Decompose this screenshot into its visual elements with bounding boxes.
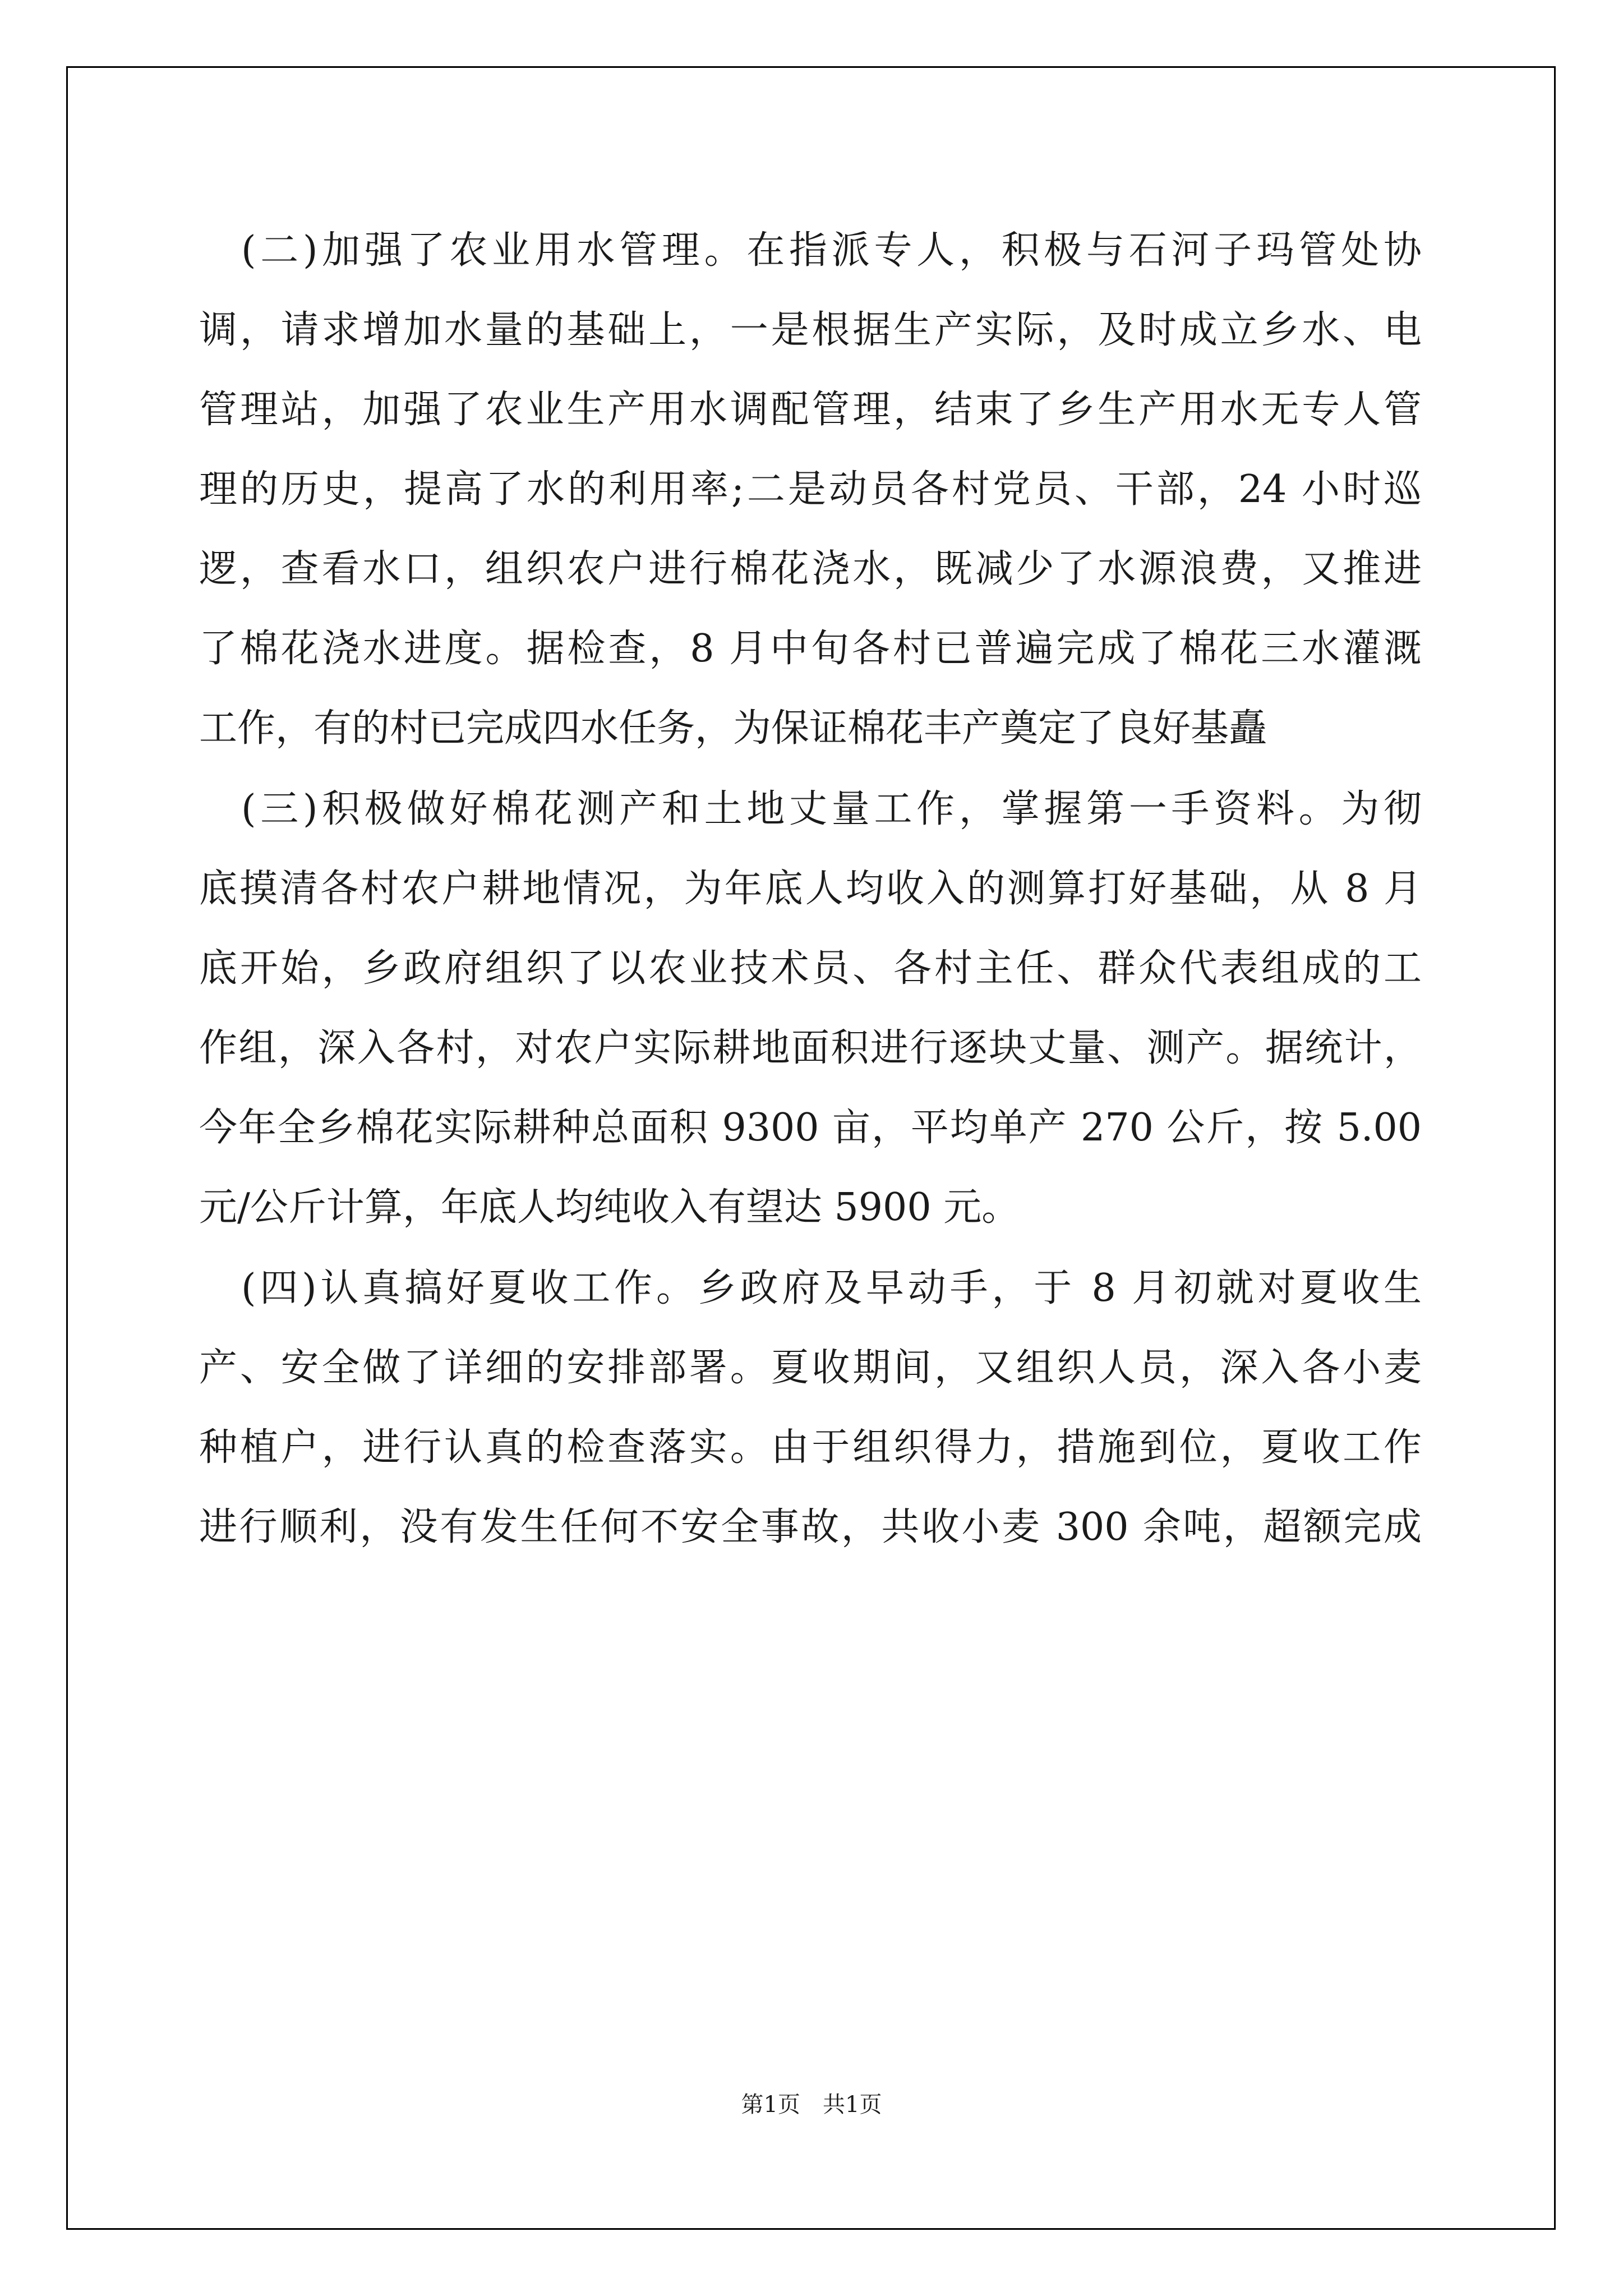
- paragraph-2-line-2: 底摸清各村农户耕地情况，为年底人均收入的测算打好基础，从 8 月: [199, 867, 1422, 911]
- paragraph-2-line-4: 作组，深入各村，对农户实际耕地面积进行逐块丈量、测产。据统计，: [199, 1026, 1422, 1070]
- paragraph-1-line-1: (二)加强了农业用水管理。在指派专人，积极与石河子玛管处协: [241, 228, 1422, 273]
- paragraph-2-line-5: 今年全乡棉花实际耕种总面积 9300 亩，平均单产 270 公斤，按 5.00: [199, 1106, 1422, 1150]
- paragraph-2-line-1: (三)积极做好棉花测产和土地丈量工作，掌握第一手资料。为彻: [241, 787, 1422, 831]
- paragraph-2-line-3: 底开始，乡政府组织了以农业技术员、各村主任、群众代表组成的工: [199, 946, 1422, 991]
- paragraph-1-line-7: 工作，有的村已完成四水任务，为保证棉花丰产奠定了良好基矗: [199, 706, 1267, 751]
- paragraph-1-line-2: 调，请求增加水量的基础上，一是根据生产实际，及时成立乡水、电: [199, 308, 1422, 352]
- paragraph-1-line-5: 逻，查看水口，组织农户进行棉花浇水，既减少了水源浪费，又推进: [199, 547, 1422, 591]
- paragraph-1-line-6: 了棉花浇水进度。据检查，8 月中旬各村已普遍完成了棉花三水灌溉: [199, 627, 1422, 671]
- paragraph-1-line-3: 管理站，加强了农业生产用水调配管理，结束了乡生产用水无专人管: [199, 388, 1422, 432]
- paragraph-3-line-1: (四)认真搞好夏收工作。乡政府及早动手，于 8 月初就对夏收生: [241, 1266, 1422, 1310]
- paragraph-2-line-6: 元/公斤计算，年底人均纯收入有望达 5900 元。: [199, 1185, 1020, 1230]
- paragraph-1-line-4: 理的历史，提高了水的利用率;二是动员各村党员、干部，24 小时巡: [199, 467, 1422, 512]
- paragraph-3-line-2: 产、安全做了详细的安排部署。夏收期间，又组织人员，深入各小麦: [199, 1346, 1422, 1390]
- paragraph-3-line-4: 进行顺利，没有发生任何不安全事故，共收小麦 300 余吨，超额完成: [199, 1505, 1422, 1549]
- paragraph-3-line-3: 种植户，进行认真的检查落实。由于组织得力，措施到位，夏收工作: [199, 1425, 1422, 1470]
- page-footer: 第1页 共1页: [741, 2092, 882, 2118]
